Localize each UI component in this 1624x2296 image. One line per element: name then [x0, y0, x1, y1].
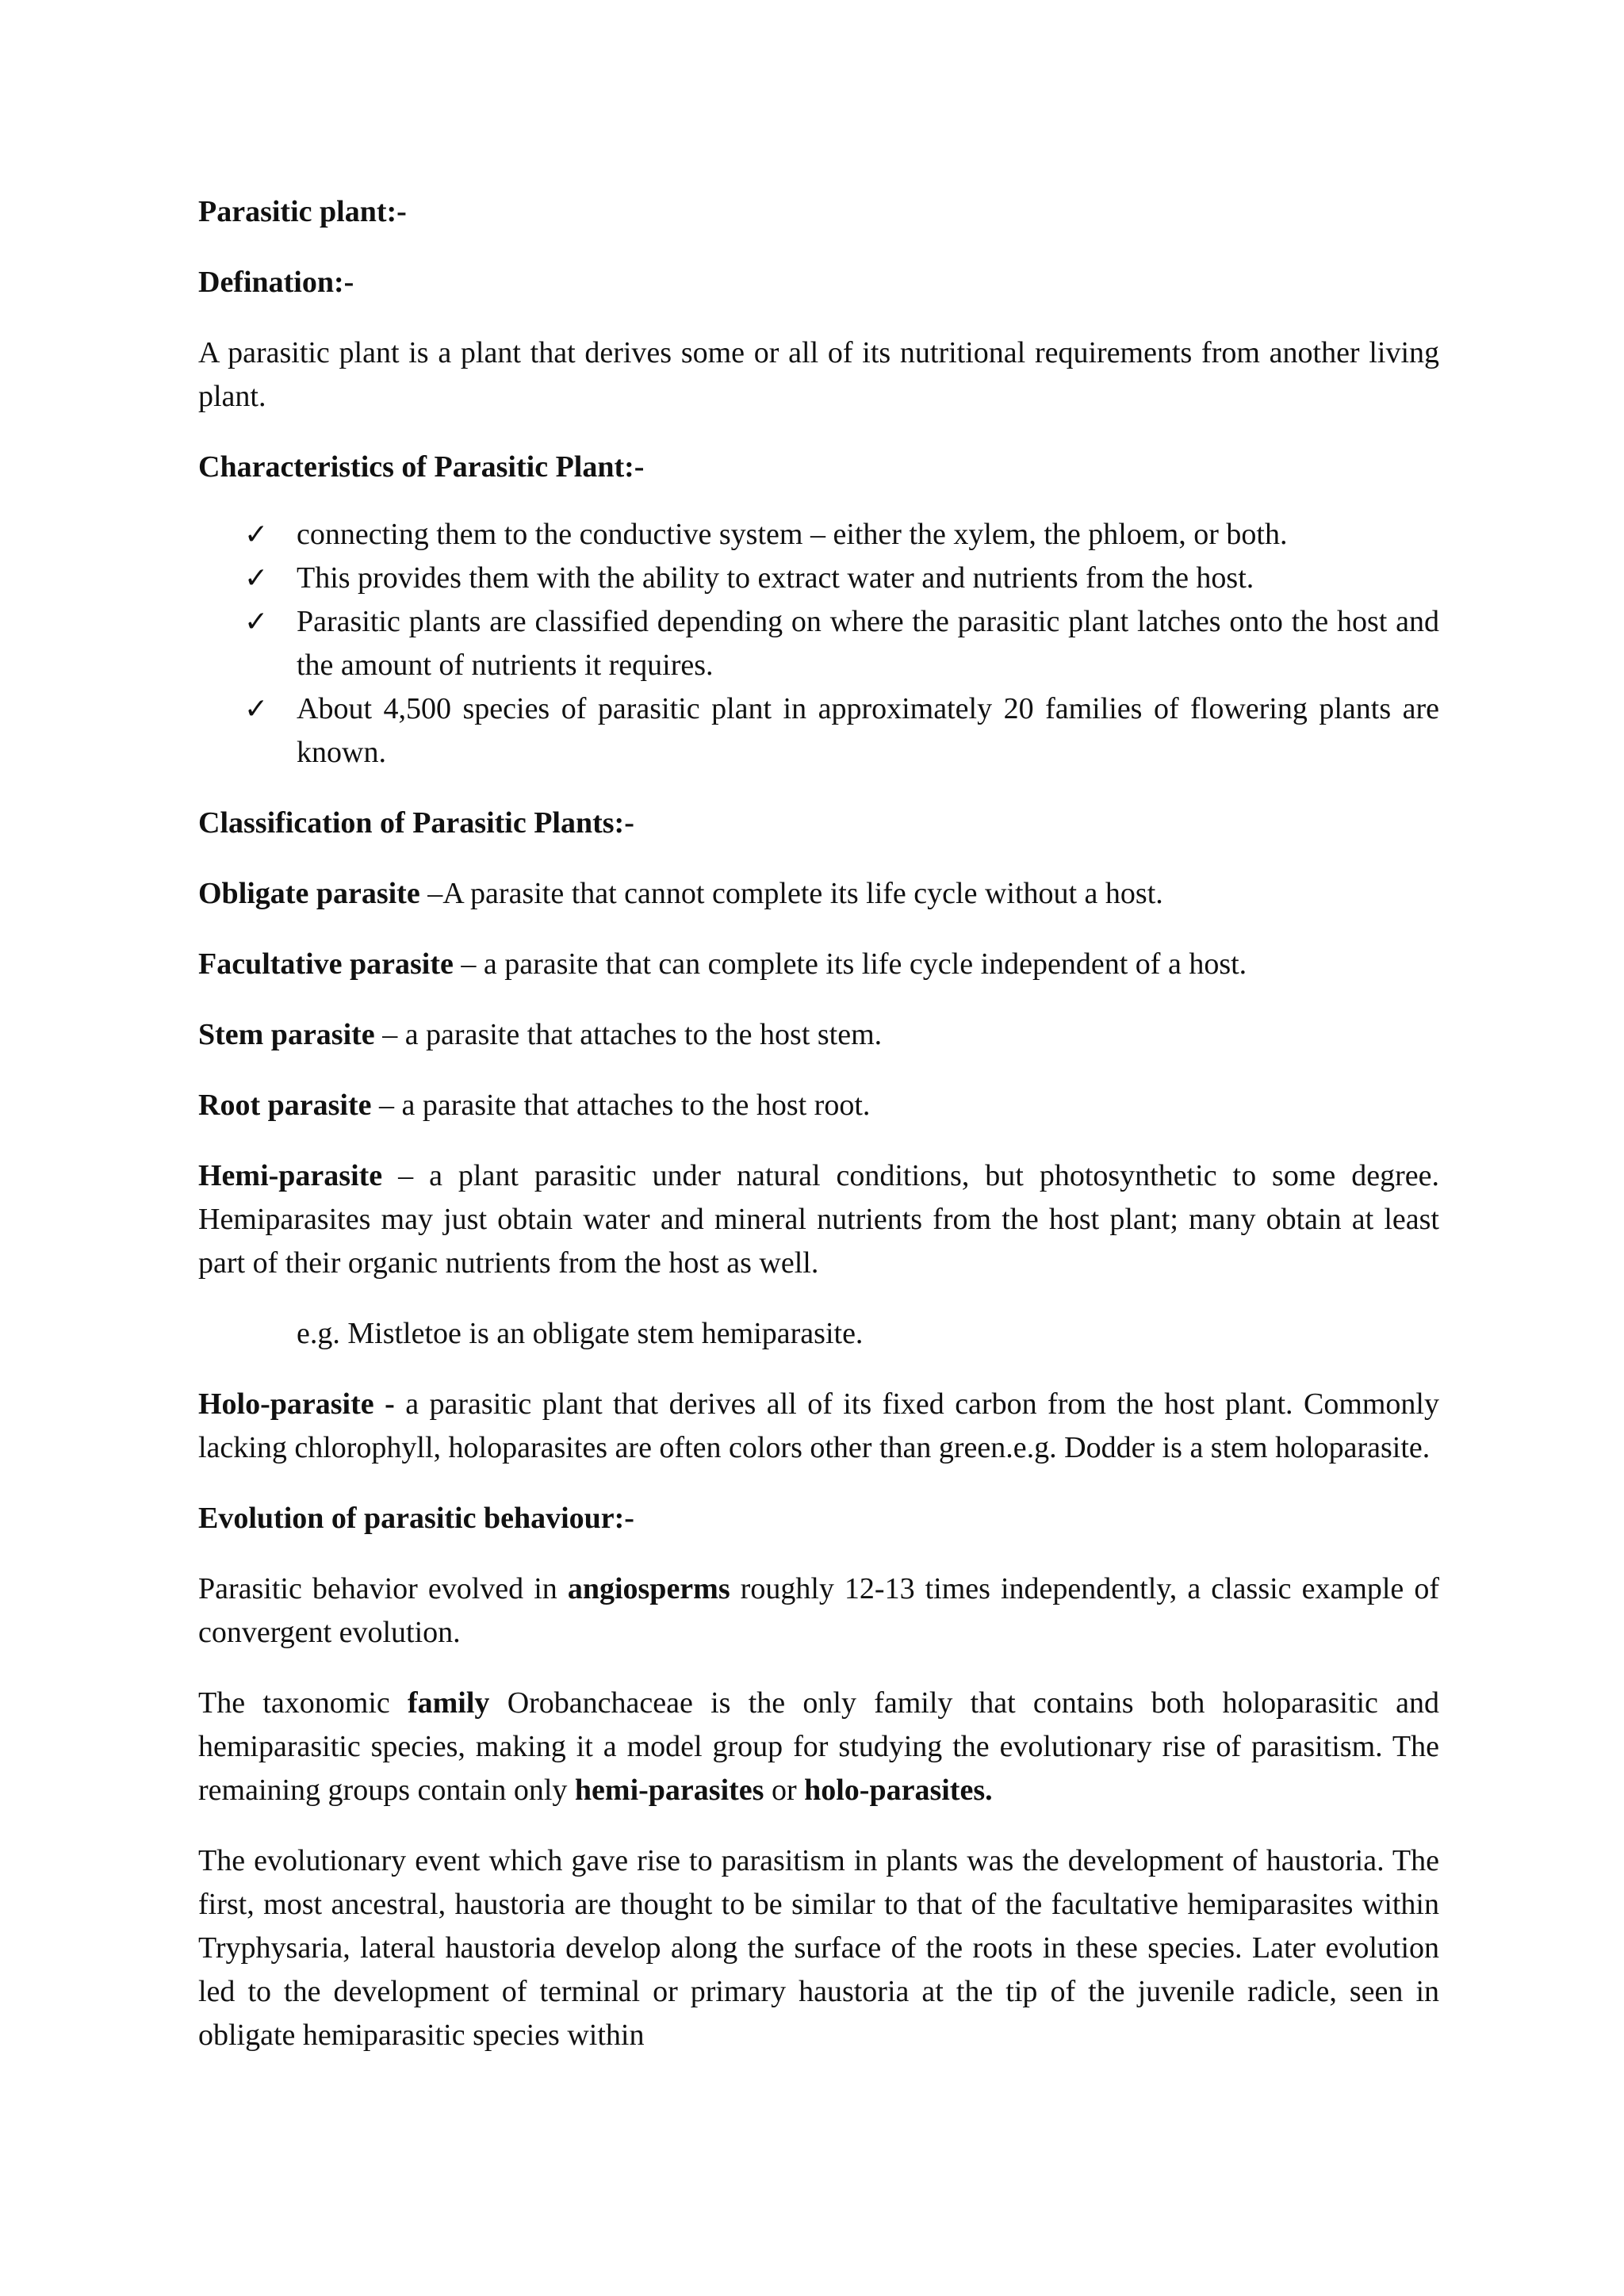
check-icon: ✓ [244, 606, 269, 638]
document-page [198, 190, 1439, 2084]
hemi-example: e.g. Mistletoe is an obligate stem hemiparasite. [297, 1317, 864, 1350]
term-label: Holo-parasite - [198, 1387, 395, 1421]
list-item-text: This provides them with the ability to extract water and nutrients from the host. [297, 561, 1254, 595]
evolution-heading: Evolution of parasitic behaviour:- [198, 1502, 634, 1535]
text-span: or [764, 1774, 805, 1807]
term-label: Facultative parasite [198, 947, 454, 981]
characteristics-heading: Characteristics of Parasitic Plant:- [198, 450, 645, 484]
classification-root [198, 1084, 1439, 1127]
list-item [198, 557, 1439, 600]
text-span: Parasitic behavior evolved in [198, 1572, 568, 1605]
term-definition: – a plant parasitic under natural conditions, but photosynthetic to some degree. Hemiparasites may just obtain water and mineral nutrients from the host plant; many obtain at least part of their organic nutrients from the host as well. [198, 1159, 1439, 1280]
classification-stem [198, 1013, 1439, 1057]
term-definition: –A parasite that cannot complete its life cycle without a host. [419, 877, 1163, 910]
evolution-paragraph-2 [198, 1682, 1439, 1812]
check-icon: ✓ [244, 519, 269, 551]
bold-term: hemi-parasites [574, 1774, 764, 1807]
text-span: Orobanchaceae is the only family that contains both holoparasitic and hemiparasitic species, making it a model group for studying the evolutionary rise of parasitism. The remaining groups contain only [198, 1686, 1439, 1807]
check-icon: ✓ [244, 562, 269, 595]
list-item [198, 513, 1439, 557]
list-item-text: Parasitic plants are classified depending on where the parasitic plant latches onto the host and the amount of nutrients it requires. [297, 605, 1439, 682]
evolution-paragraph-1 [198, 1567, 1439, 1655]
list-item-text: About 4,500 species of parasitic plant in approximately 20 families of flowering plants are known. [297, 692, 1439, 769]
text-span: roughly 12-13 times independently, a classic example of convergent evolution. [198, 1572, 1440, 1649]
bold-term: holo-parasites. [804, 1774, 993, 1807]
check-icon: ✓ [244, 693, 269, 725]
text-span: The taxonomic [198, 1686, 408, 1720]
bold-term: angiosperms [567, 1572, 730, 1605]
characteristics-list [198, 513, 1439, 775]
term-definition: – a parasite that attaches to the host root. [371, 1089, 871, 1122]
page-title: Parasitic plant:- [198, 195, 407, 228]
classification-holo [198, 1383, 1439, 1470]
list-item [198, 687, 1439, 775]
classification-obligate [198, 872, 1439, 916]
list-item-text: connecting them to the conductive system – either the xylem, the phloem, or both. [297, 518, 1288, 551]
term-label: Obligate parasite [198, 877, 420, 910]
classification-hemi [198, 1154, 1439, 1285]
classification-heading: Classification of Parasitic Plants:- [198, 806, 634, 840]
term-definition: – a parasite that attaches to the host stem. [374, 1018, 883, 1051]
list-item [198, 600, 1439, 687]
term-definition: – a parasite that can complete its life cycle independent of a host. [453, 947, 1247, 981]
evolution-paragraph-3: The evolutionary event which gave rise to parasitism in plants was the development of haustoria. The first, most ancestral, haustoria are thought to be similar to that of the facultative hemiparasites within Tryphysaria, lateral haustoria develop along the surface of the roots in these species. Later evolution led to the development of terminal or primary haustoria at the tip of the juvenile radicle, seen in obligate hemiparasitic species within [198, 1844, 1439, 2052]
term-label: Hemi-parasite [198, 1159, 383, 1192]
definition-text: A parasitic plant is a plant that derives some or all of its nutritional requirements from another living plant. [198, 336, 1439, 413]
term-label: Root parasite [198, 1089, 372, 1122]
term-definition: a parasitic plant that derives all of its fixed carbon from the host plant. Commonly lacking chlorophyll, holoparasites are often colors other than green.e.g. Dodder is a stem holoparasite. [198, 1387, 1439, 1464]
bold-term: family [408, 1686, 490, 1720]
definition-heading: Defination:- [198, 266, 354, 299]
term-label: Stem parasite [198, 1018, 375, 1051]
classification-facultative [198, 943, 1439, 986]
